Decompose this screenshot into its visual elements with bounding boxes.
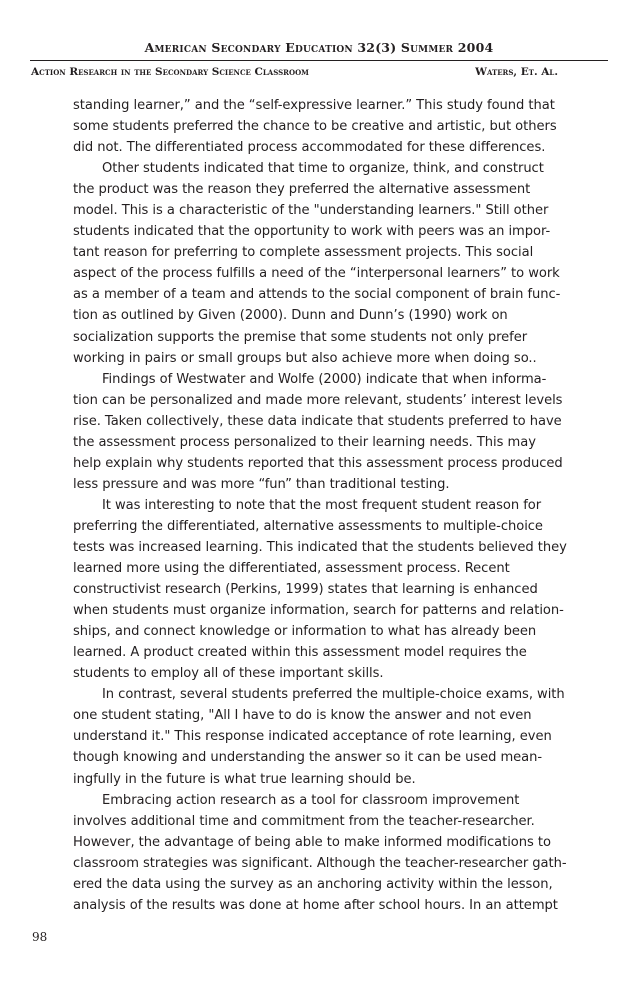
text-line: some students preferred the chance to be creative and artistic, but others	[73, 119, 557, 135]
text-line: tant reason for preferring to complete assessment projects. This social	[73, 245, 534, 261]
running-head-article-title: Action Research in the Secondary Science Classroom	[31, 66, 309, 78]
text-line: constructivist research (Perkins, 1999) states that learning is enhanced	[73, 582, 538, 598]
text-line: help explain why students reported that this assessment process produced	[73, 455, 563, 471]
text-line: though knowing and understanding the answer so it can be used mean-	[73, 750, 543, 766]
text-line: preferring the differentiated, alternative assessments to multiple-choice	[73, 518, 543, 534]
text-line: standing learner,” and the “self-expressive learner.” This study found that	[73, 98, 555, 113]
text-line: ered the data using the survey as an anchoring activity within the lesson,	[73, 876, 553, 892]
text-line: less pressure and was more “fun” than traditional testing.	[73, 476, 450, 492]
text-line: involves additional time and commitment from the teacher-researcher.	[73, 813, 535, 829]
page-number: 98	[32, 930, 48, 944]
text-line: It was interesting to note that the most frequent student reason for	[102, 497, 542, 513]
text-line: Embracing action research as a tool for classroom improvement	[102, 792, 520, 808]
text-line: rise. Taken collectively, these data indicate that students preferred to have	[73, 413, 562, 429]
text-line: working in pairs or small groups but also achieve more when doing so..	[73, 350, 537, 366]
text-line: Other students indicated that time to organize, think, and construct	[102, 161, 544, 177]
text-line: aspect of the process fulfills a need of the “interpersonal learners” to work	[73, 266, 560, 282]
header-rule	[30, 60, 608, 61]
text-line: when students must organize information, search for patterns and relation-	[73, 603, 564, 619]
text-line: one student stating, "All I have to do is know the answer and not even	[73, 708, 532, 724]
text-line: tion as outlined by Given (2000). Dunn and Dunn’s (1990) work on	[73, 308, 508, 324]
text-line: tion can be personalized and made more relevant, students’ interest levels	[73, 392, 563, 408]
text-line: as a member of a team and attends to the social component of brain func-	[73, 287, 561, 303]
body-text	[73, 95, 573, 916]
text-line: tests was increased learning. This indicated that the students believed they	[73, 539, 567, 555]
text-line: model. This is a characteristic of the "understanding learners." Still other	[73, 203, 549, 219]
text-line: the product was the reason they preferred the alternative assessment	[73, 182, 531, 198]
text-line: ships, and connect knowledge or information to what has already been	[73, 624, 537, 640]
text-line: ingfully in the future is what true learning should be.	[73, 771, 416, 787]
text-line: learned more using the differentiated, assessment process. Recent	[73, 561, 510, 577]
text-line: analysis of the results was done at home after school hours. In an attempt	[73, 897, 558, 913]
running-head-authors: Waters, Et. Al.	[475, 66, 558, 78]
text-line: In contrast, several students preferred the multiple-choice exams, with	[102, 687, 565, 703]
text-line: However, the advantage of being able to make informed modifications to	[73, 834, 551, 850]
text-line: the assessment process personalized to their learning needs. This may	[73, 434, 536, 450]
text-line: Findings of Westwater and Wolfe (2000) indicate that when informa-	[102, 371, 547, 387]
journal-header-title: American Secondary Education 32(3) Summer 2004	[144, 40, 494, 55]
text-line: understand it." This response indicated acceptance of rote learning, even	[73, 729, 552, 745]
text-line: learned. A product created within this assessment model requires the	[73, 645, 527, 661]
text-line: students indicated that the opportunity to work with peers was an impor-	[73, 224, 551, 240]
text-line: did not. The differentiated process accommodated for these differences.	[73, 140, 546, 156]
text-line: students to employ all of these important skills.	[73, 666, 384, 682]
text-line: classroom strategies was significant. Although the teacher-researcher gath-	[73, 855, 567, 871]
text-line: socialization supports the premise that some students not only prefer	[73, 329, 528, 345]
